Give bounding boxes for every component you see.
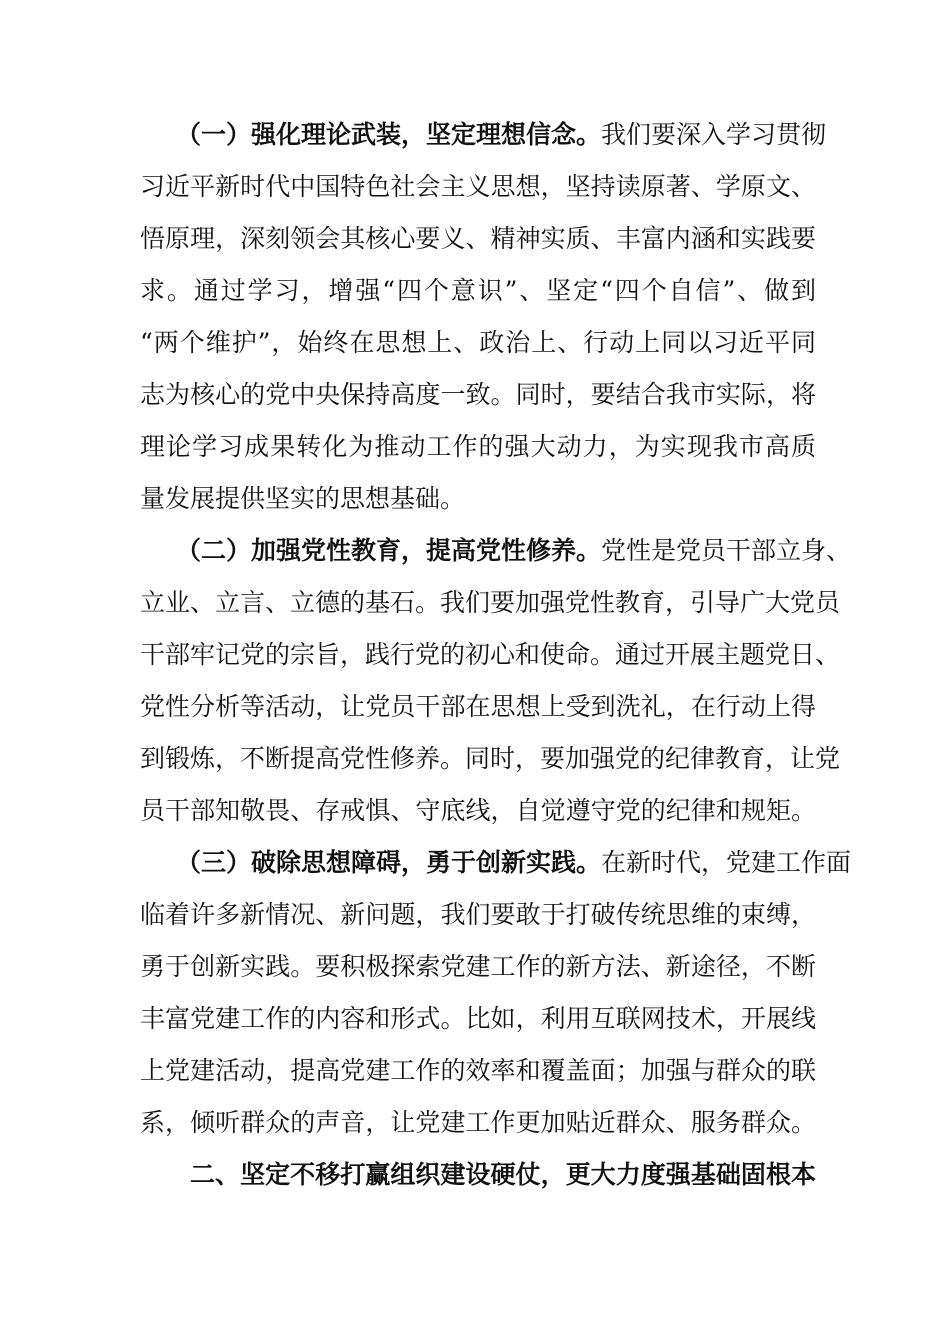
paragraph-line: 员干部知敬畏、存戒惧、守底线，自觉遵守党的纪律和规矩。 [140,796,816,825]
paragraph-line: “两个维护”，始终在思想上、政治上、行动上同以习近平同 [140,328,816,357]
paragraph-first-line [140,525,852,577]
section-heading: 二、坚定不移打赢组织建设硬仗，更大力度强基础固根本 [190,1160,816,1189]
paragraph-line: 理论学习成果转化为推动工作的强大动力，为实现我市高质 [140,432,816,461]
paragraph-line: 悟原理，深刻领会其核心要义、精神实质、丰富内涵和实践要 [140,224,816,253]
paragraph-first-line [140,837,852,889]
paragraph-line: 丰富党建工作的内容和形式。比如，利用互联网技术，开展线 [140,1004,816,1033]
paragraph-line: 勇于创新实践。要积极探索党建工作的新方法、新途径，不断 [140,952,816,981]
paragraph-line: 立业、立言、立德的基石。我们要加强党性教育，引导广大党员 [140,588,841,617]
paragraph-lead-heading: （三）破除思想障碍，勇于创新实践。 [176,848,602,877]
paragraph-line: 上党建活动，提高党建工作的效率和覆盖面；加强与群众的联 [140,1056,816,1085]
document-page [140,109,852,1201]
paragraph-line: 到锻炼，不断提高党性修养。同时，要加强党的纪律教育，让党 [140,744,841,773]
paragraph-text: 党性是党员干部立身、 [601,536,852,565]
paragraph-line: 志为核心的党中央保持高度一致。同时，要结合我市实际，将 [140,380,816,409]
paragraph-line: 临着许多新情况、新问题，我们要敢于打破传统思维的束缚， [140,900,816,929]
paragraph-line: 干部牢记党的宗旨，践行党的初心和使命。通过开展主题党日、 [140,640,841,669]
paragraph-text: 在新时代，党建工作面 [601,848,852,877]
paragraph-line: 系，倾听群众的声音，让党建工作更加贴近群众、服务群众。 [140,1108,816,1137]
paragraph-line: 量发展提供坚实的思想基础。 [140,484,466,513]
paragraph-line: 求。通过学习，增强“四个意识”、坚定“四个自信”、做到 [140,276,816,305]
paragraph-line: 习近平新时代中国特色社会主义思想，坚持读原著、学原文、 [140,172,816,201]
paragraph-first-line [140,109,827,161]
paragraph-text: 我们要深入学习贯彻 [601,120,827,149]
paragraph-lead-heading: （一）强化理论武装，坚定理想信念。 [176,120,602,149]
paragraph-line: 党性分析等活动，让党员干部在思想上受到洗礼，在行动上得 [140,692,816,721]
paragraph-lead-heading: （二）加强党性教育，提高党性修养。 [176,536,602,565]
